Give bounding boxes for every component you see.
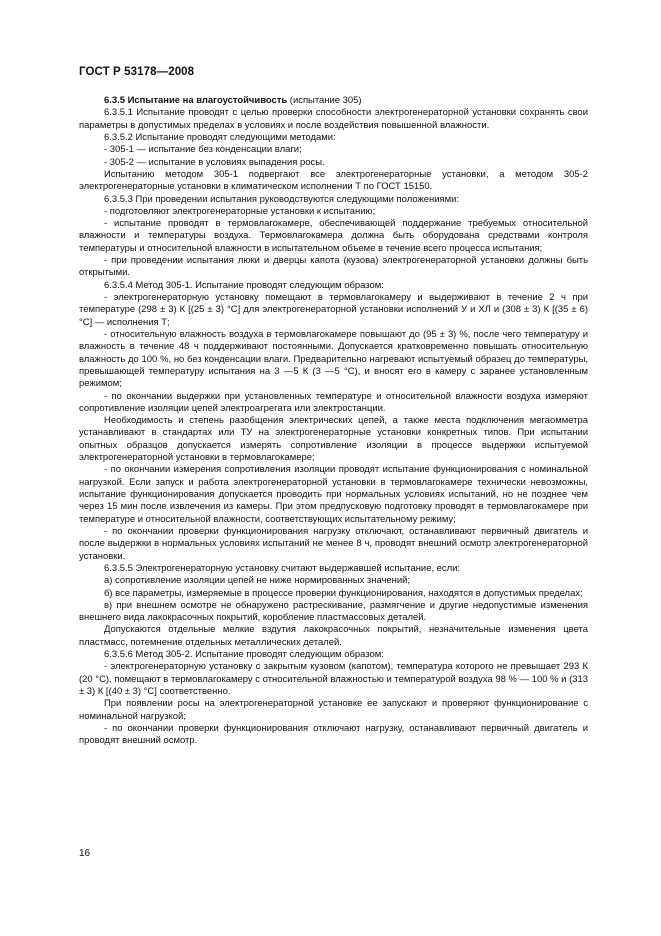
list-item: - по окончании проверки функционирования нагрузку отключают, останавливают первичный двигатель и после выдержки в нормальных условиях испытаний не менее 8 ч, проводят внешний осмотр электрогенераторной установки. <box>79 525 588 562</box>
section-heading-title: 6.3.5 Испытание на влагоустойчивость <box>104 95 288 106</box>
list-item: - по окончании выдержки при установленных температуре и относительной влажности воздуха измеряют сопротивление изоляции цепей электроагрегата или электростанции. <box>79 390 588 414</box>
list-item: - по окончании измерения сопротивления изоляции проводят испытание функционирования с номинальной нагрузкой. Если запуск и работа электрогенераторной установки в термовлагокамере технически невозможны, испытание функционирования допускается проводить при нормальных условиях испытаний, но не позднее чем через 15 мин после извлечения из камеры. При этом предпусковую подготовку проводят в термовлагокамере при температуре и относительной влажности, соответствующих испытательному режиму; <box>79 464 588 525</box>
page-number: 16 <box>79 848 91 859</box>
paragraph: Испытанию методом 305-1 подвергают все электрогенераторные установки, а методом 305-2 электрогенераторные установки в климатическом исполнении Т по ГОСТ 15150. <box>79 168 588 193</box>
list-item: а) сопротивление изоляции цепей не ниже нормированных значений; <box>104 575 411 587</box>
list-item: б) все параметры, измеряемые в процессе проверки функционирования, находятся в допустимых пределах; <box>104 587 583 599</box>
list-item: - 305-2 — испытание в условиях выпадения росы. <box>104 156 325 168</box>
list-item: - при проведении испытания люки и дверцы капота (кузова) электрогенераторной установки должны быть открытыми. <box>79 255 588 279</box>
paragraph: 6.3.5.6 Метод 305-2. Испытание проводят следующим образом: <box>104 649 384 661</box>
document-header: ГОСТ Р 53178—2008 <box>79 66 195 78</box>
paragraph: 6.3.5.5 Электрогенераторную установку считают выдержавшей испытание, если: <box>104 562 461 574</box>
list-item: - испытание проводят в термовлагокамере, обеспечивающей поддержание требуемых относительной влажности и температуры воздуха. Термовлагокамера должна быть оборудована средствами контроля температуры и относительной влажности в испытательном объеме в течение всего процесса испытания; <box>79 218 588 254</box>
paragraph: Необходимость и степень разобщения электрических цепей, а также места подключения мегаомметра устанавливают в стандартах или ТУ на электрогенераторные установки конкретных типов. При испытании опытных образцов допускается измерять сопротивление изоляции в процессе выдержки испытуемой электрогенераторной установки в термовлагокамере; <box>79 415 588 464</box>
list-item: - электрогенераторную установку с закрытым кузовом (капотом), температура которого не превышает 293 К (20 °С), помещают в термовлагокамеру с относительной влажностью и температурой воздуха 98 % — 100 % и (313 ± 3) К [(40 ± 3) °С] соответственно. <box>79 661 588 697</box>
list-item: в) при внешнем осмотре не обнаружено растрескивание, размягчение и другие недопустимые изменения внешнего вида лакокрасочных покрытий, коробление пластмассовых деталей. <box>79 599 588 624</box>
paragraph: 6.3.5.3 При проведении испытания руководствуются следующими положениями: <box>104 193 460 205</box>
section-heading <box>79 95 588 107</box>
paragraph: 6.3.5.2 Испытание проводят следующими методами: <box>104 131 336 143</box>
list-item: - подготовляют электрогенераторные установки к испытанию; <box>104 205 376 217</box>
paragraph: 6.3.5.1 Испытание проводят с целью проверки способности электрогенераторной установки сохранять свои параметры в допустимых пределах в условиях и после воздействия повышенной влажности. <box>79 107 588 131</box>
paragraph: Допускаются отдельные мелкие вздутия лакокрасочных покрытий, незначительные изменения цвета пластмасс, потемнение отдельных металлических деталей. <box>79 624 588 648</box>
document-body <box>79 95 588 748</box>
paragraph: 6.3.5.4 Метод 305-1. Испытание проводят следующим образом: <box>104 279 384 291</box>
list-item: - по окончании проверки функционирования отключают нагрузку, останавливают первичный двигатель и проводят внешний осмотр. <box>79 722 588 747</box>
list-item: - относительную влажность воздуха в термовлагокамере повышают до (95 ± 3) %, после чего температуру и влажность в течение 48 ч поддерживают постоянными. Допускается кратковременно повышать относительную влажность до 100 %, но без конденсации влаги. Предварительно нагревают испытуемый образец до температуры, превышающей температуру испытания на 3 —5 К (3 —5 °С), и вносят его в камеру с заранее установленным режимом; <box>79 328 588 390</box>
list-item: - 305-1 — испытание без конденсации влаги; <box>104 144 302 156</box>
paragraph: При появлении росы на электрогенераторной установке ее запускают и проверяют функционирование с номинальной нагрузкой; <box>79 698 588 722</box>
section-heading-note: (испытание 305) <box>287 95 362 106</box>
list-item: - электрогенераторную установку помещают в термовлагокамеру и выдерживают в течение 2 ч при температуре (298 ± 3) К [(25 ± 3) °С] для электрогенераторной установки исполнений У и ХЛ и (308 ± 3) К [(35 ± 6) °С] — исполнения Т; <box>79 292 588 328</box>
